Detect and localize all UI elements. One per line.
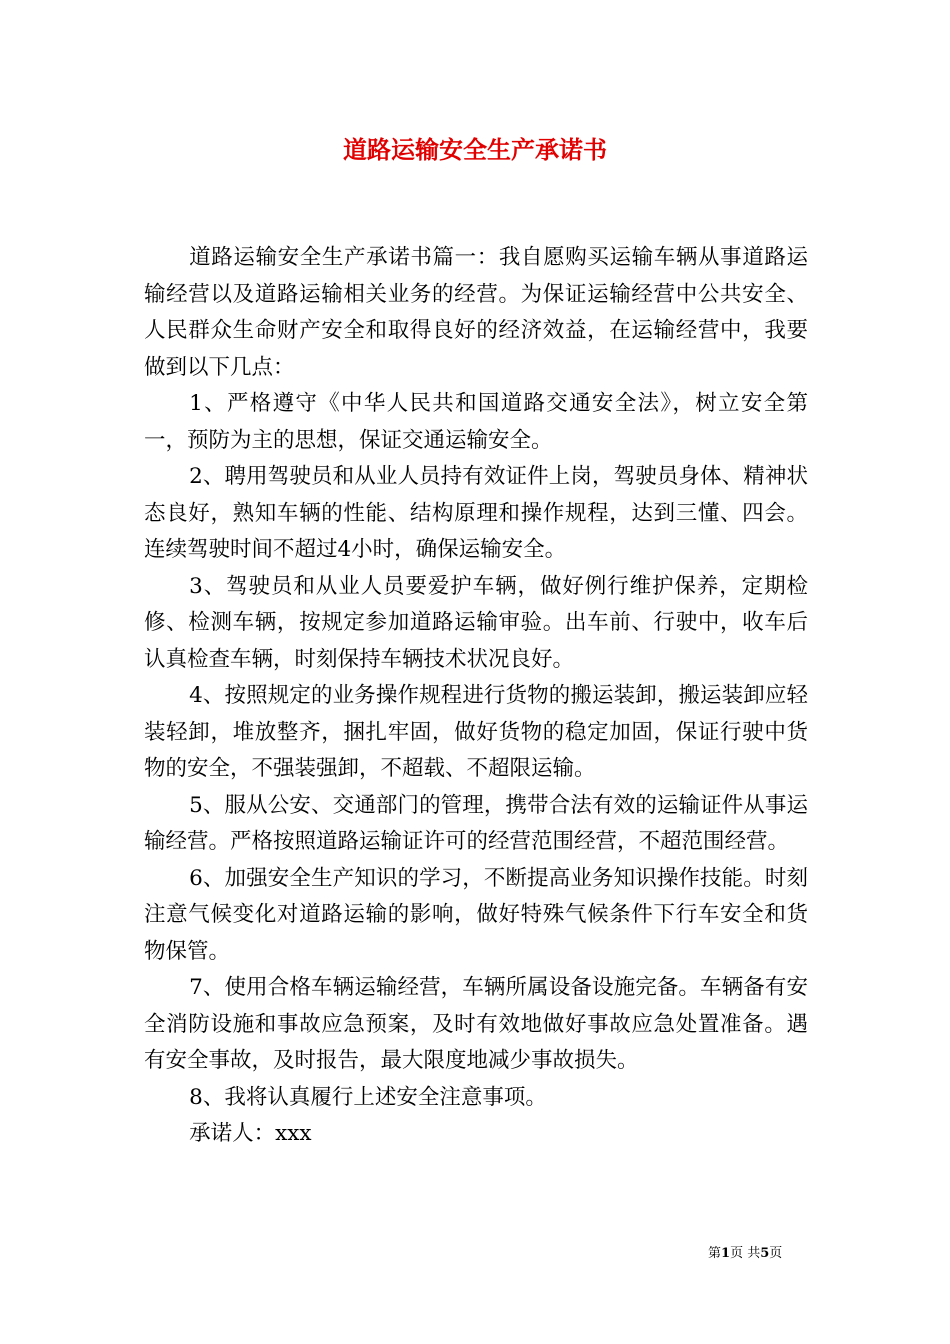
- paragraph-item-2: 2、聘用驾驶员和从业人员持有效证件上岗，驾驶员身体、精神状态良好，熟知车辆的性能、结构原理和操作规程，达到三懂、四会。连续驾驶时间不超过4小时，确保运输安全。: [144, 464, 808, 562]
- paragraph-item-5: 5、服从公安、交通部门的管理，携带合法有效的运输证件从事运输经营。严格按照道路运输证许可的经营范围经营，不超范围经营。: [144, 792, 808, 854]
- paragraph-item-3: 3、驾驶员和从业人员要爱护车辆，做好例行维护保养，定期检修、检测车辆，按规定参加道路运输审验。出车前、行驶中，收车后认真检查车辆，时刻保持车辆技术状况良好。: [144, 573, 808, 672]
- current-page-number: 1: [721, 1246, 731, 1261]
- total-pages-number: 5: [760, 1246, 770, 1261]
- paragraph-item-8: 8、我将认真履行上述安全注意事项。: [189, 1084, 547, 1110]
- footer-middle: 页 共: [730, 1246, 761, 1261]
- footer-prefix: 第: [708, 1246, 722, 1261]
- paragraph-item-7: 7、使用合格车辆运输经营，车辆所属设备设施完备。车辆备有安全消防设施和事故应急预案，及时有效地做好事故应急处置准备。遇有安全事故，及时报告，最大限度地减少事故损失。: [144, 975, 808, 1073]
- paragraph-item-1: 1、严格遵守《中华人民共和国道路交通安全法》，树立安全第一，预防为主的思想，保证交通运输安全。: [144, 391, 808, 453]
- document-title: 道路运输安全生产承诺书: [343, 135, 607, 164]
- paragraph-intro: 道路运输安全生产承诺书篇一：我自愿购买运输车辆从事道路运输经营以及道路运输相关业务的经营。为保证运输经营中公共安全、人民群众生命财产安全和取得良好的经济效益，在运输经营中，我要做到以下几点：: [144, 245, 808, 380]
- paragraph-item-4: 4、按照规定的业务操作规程进行货物的搬运装卸，搬运装卸应轻装轻卸，堆放整齐，捆扎牢固，做好货物的稳定加固，保证行驶中货物的安全，不强装强卸，不超载、不超限运输。: [144, 683, 808, 781]
- document-body: [144, 240, 808, 1153]
- page-number-footer: [708, 1245, 818, 1263]
- signature-line: 承诺人：xxx: [189, 1121, 312, 1146]
- footer-suffix: 页: [769, 1246, 783, 1261]
- paragraph-item-6: 6、加强安全生产知识的学习，不断提高业务知识操作技能。时刻注意气候变化对道路运输的影响，做好特殊气候条件下行车安全和货物保管。: [144, 865, 808, 964]
